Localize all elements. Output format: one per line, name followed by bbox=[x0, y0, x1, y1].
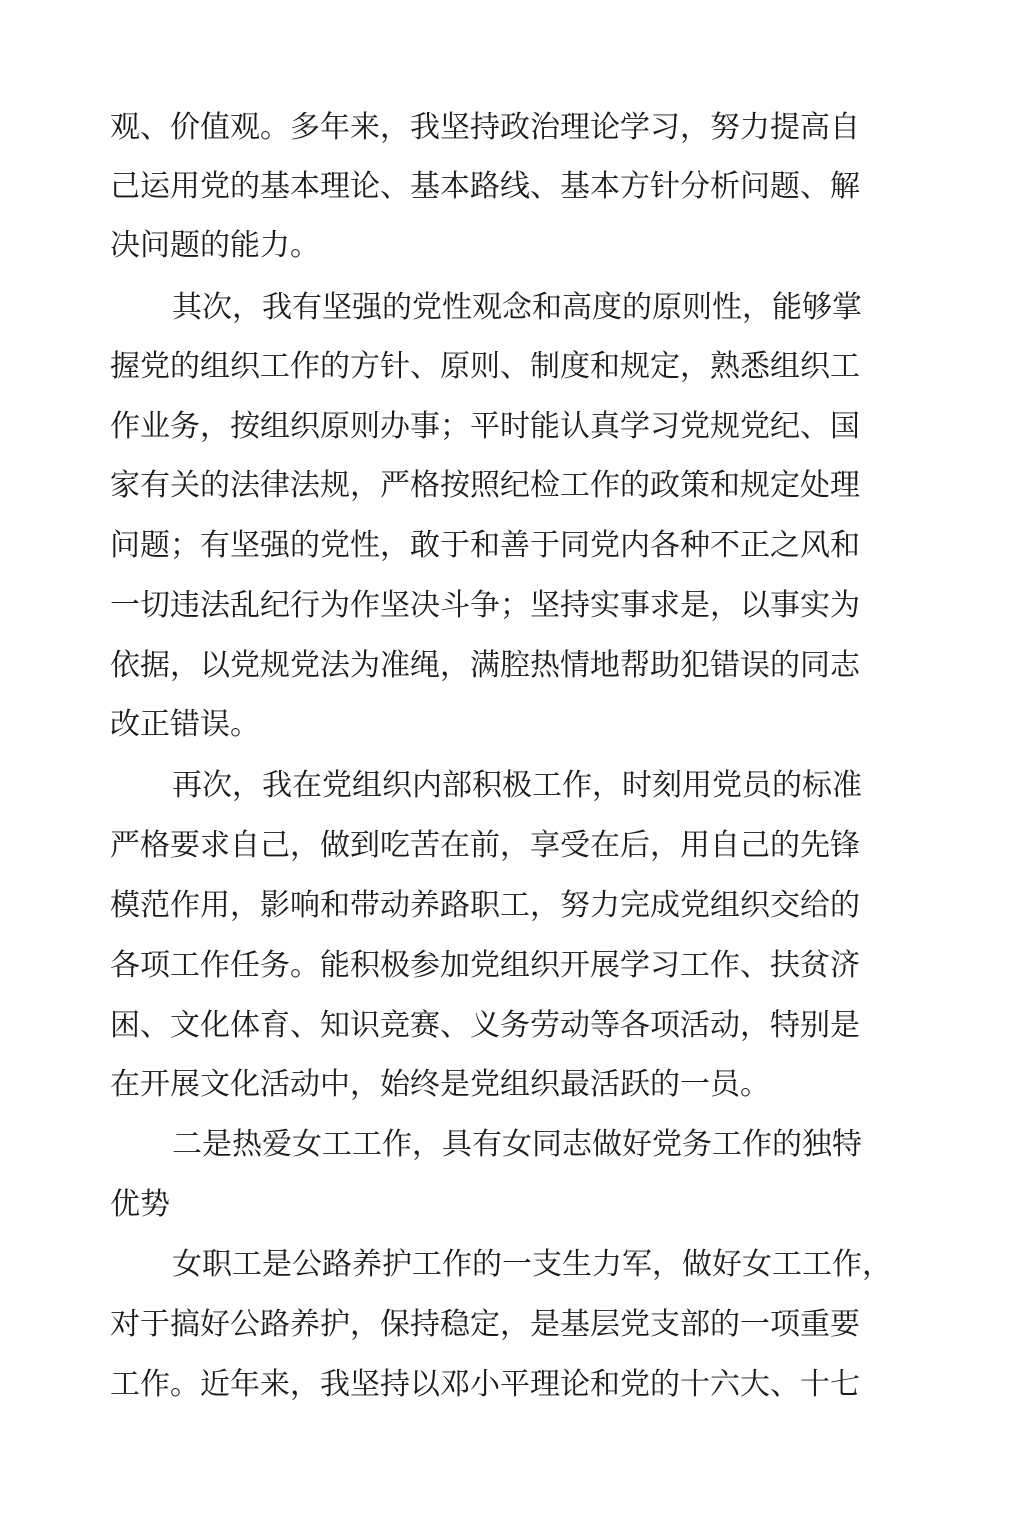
text-line: 模范作用，影响和带动养路职工，努力完成党组织交给的 bbox=[110, 888, 860, 923]
section-heading-continued: 优势 bbox=[110, 1187, 170, 1222]
text-line: 对于搞好公路养护，保持稳定，是基层党支部的一项重要 bbox=[110, 1307, 860, 1342]
text-line: 工作。近年来，我坚持以邓小平理论和党的十六大、十七 bbox=[110, 1367, 860, 1402]
text-line: 观、价值观。多年来，我坚持政治理论学习，努力提高自 bbox=[110, 110, 860, 145]
text-line: 一切违法乱纪行为作坚决斗争；坚持实事求是，以事实为 bbox=[110, 588, 860, 623]
text-line: 家有关的法律法规，严格按照纪检工作的政策和规定处理 bbox=[110, 468, 860, 503]
text-line: 在开展文化活动中，始终是党组织最活跃的一员。 bbox=[110, 1067, 770, 1102]
text-line: 困、文化体育、知识竞赛、义务劳动等各项活动，特别是 bbox=[110, 1008, 860, 1043]
text-line: 己运用党的基本理论、基本路线、基本方针分析问题、解 bbox=[110, 169, 860, 204]
text-line: 改正错误。 bbox=[110, 707, 260, 742]
text-line: 问题；有坚强的党性，敢于和善于同党内各种不正之风和 bbox=[110, 528, 860, 563]
text-line: 作业务，按组织原则办事；平时能认真学习党规党纪、国 bbox=[110, 409, 860, 444]
section-heading: 二是热爱女工工作，具有女同志做好党务工作的独特 bbox=[172, 1127, 862, 1162]
paragraph-first-line: 女职工是公路养护工作的一支生力军，做好女工工作， bbox=[172, 1247, 892, 1282]
paragraph-first-line: 再次，我在党组织内部积极工作，时刻用党员的标准 bbox=[172, 768, 862, 803]
text-line: 决问题的能力。 bbox=[110, 228, 320, 263]
text-line: 依据，以党规党法为准绳，满腔热情地帮助犯错误的同志 bbox=[110, 648, 860, 683]
text-line: 各项工作任务。能积极参加党组织开展学习工作、扶贫济 bbox=[110, 948, 860, 983]
paragraph-first-line: 其次，我有坚强的党性观念和高度的原则性，能够掌 bbox=[172, 290, 862, 325]
text-line: 严格要求自己，做到吃苦在前，享受在后，用自己的先锋 bbox=[110, 828, 860, 863]
text-line: 握党的组织工作的方针、原则、制度和规定，熟悉组织工 bbox=[110, 349, 860, 384]
